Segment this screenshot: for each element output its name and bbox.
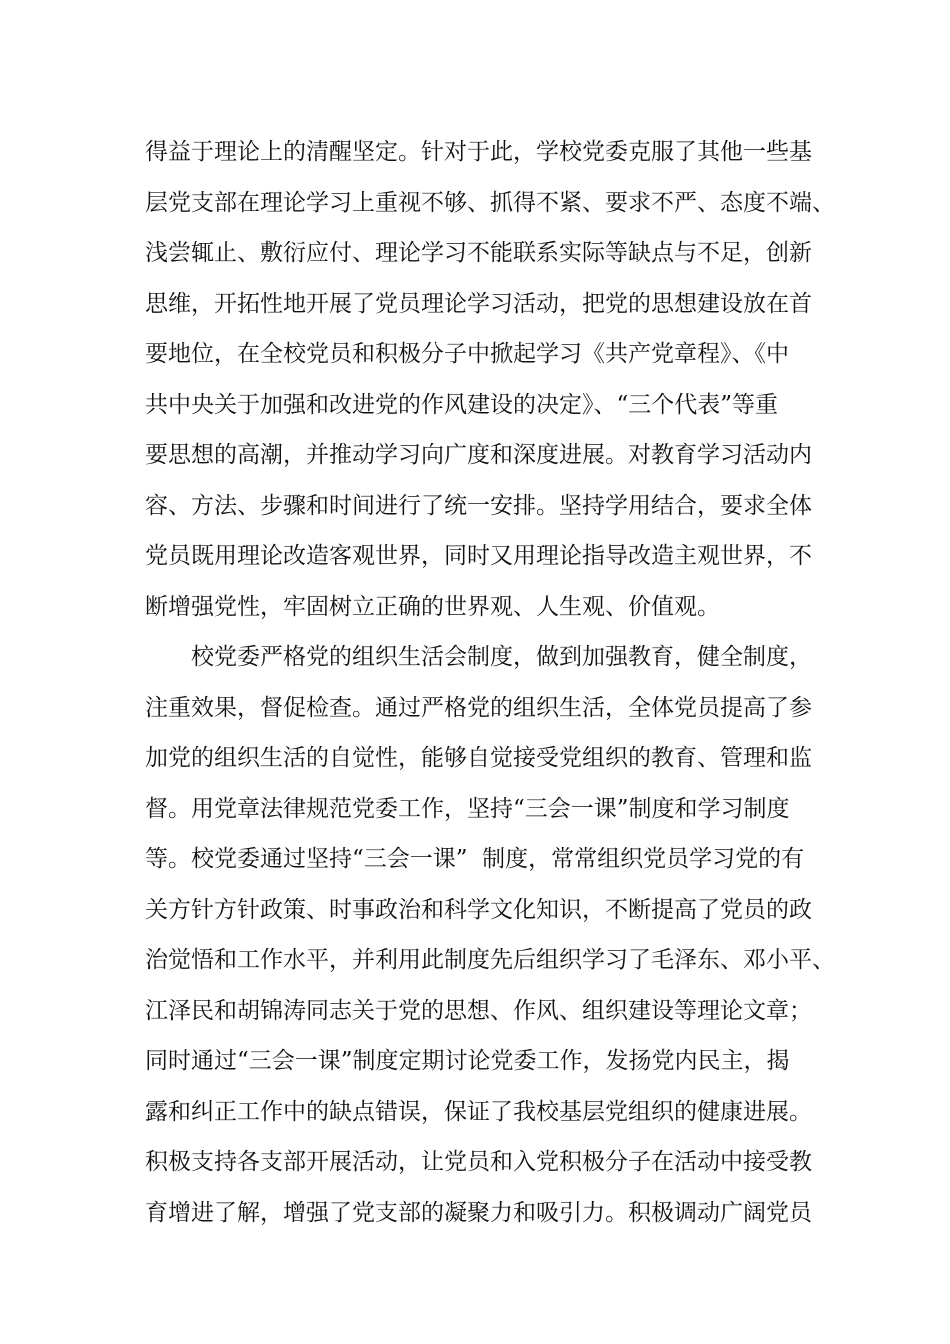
paragraph-1-line-1: 得益于理论上的清醒坚定。针对于此，学校党委克服了其他一些基 — [145, 139, 812, 165]
paragraph-2-line-2: 注重效果，督促检查。通过严格党的组织生活，全体党员提高了参 — [145, 694, 812, 721]
paragraph-1-line-8: 容、方法、步骤和时间进行了统一安排。坚持学用结合，要求全体 — [145, 492, 812, 519]
paragraph-1-line-6: 共中央关于加强和改进党的作风建设的决定》、“三个代表”等重 — [145, 391, 779, 418]
paragraph-1-line-3: 浅尝辄止、敷衍应付、理论学习不能联系实际等缺点与不足，创新 — [145, 240, 812, 266]
document-body — [145, 127, 835, 1238]
paragraph-2-line-1: 校党委严格党的组织生活会制度，做到加强教育，健全制度， — [191, 644, 812, 670]
paragraph-1-line-4: 思维，开拓性地开展了党员理论学习活动，把党的思想建设放在首 — [145, 290, 812, 317]
paragraph-1-line-2: 层党支部在理论学习上重视不够、抓得不紧、要求不严、态度不端、 — [145, 189, 835, 216]
paragraph-2-line-11: 积极支持各支部开展活动，让党员和入党积极分子在活动中接受教 — [145, 1149, 812, 1175]
paragraph-1-line-9: 党员既用理论改造客观世界，同时又用理论指导改造主观世界，不 — [145, 543, 812, 569]
paragraph-1-line-7: 要思想的高潮，并推动学习向广度和深度进展。对教育学习活动内 — [145, 442, 812, 468]
paragraph-2-line-5: 等。校党委通过坚持“三会一课” 制度，常常组织党员学习党的有 — [145, 846, 805, 872]
paragraph-2-line-12: 育增进了解，增强了党支部的凝聚力和吸引力。积极调动广阔党员 — [145, 1199, 812, 1226]
paragraph-2-line-4: 督。用党章法律规范党委工作，坚持“三会一课”制度和学习制度 — [145, 795, 790, 822]
paragraph-2-line-7: 治觉悟和工作水平，并利用此制度先后组织学习了毛泽东、邓小平、 — [145, 947, 835, 973]
paragraph-2-line-6: 关方针方针政策、时事政治和科学文化知识，不断提高了党员的政 — [145, 896, 812, 923]
paragraph-2-line-9: 同时通过“三会一课”制度定期讨论党委工作，发扬党内民主，揭 — [145, 1048, 790, 1074]
paragraph-2-line-3: 加党的组织生活的自觉性，能够自觉接受党组织的教育、管理和监 — [145, 745, 812, 771]
paragraph-2-line-10: 露和纠正工作中的缺点错误，保证了我校基层党组织的健康进展。 — [145, 1098, 812, 1125]
paragraph-1-line-5: 要地位，在全校党员和积极分子中掀起学习《共产党章程》、《中 — [145, 341, 789, 367]
paragraph-2-line-8: 江泽民和胡锦涛同志关于党的思想、作风、组织建设等理论文章； — [145, 997, 812, 1024]
paragraph-1-line-10: 断增强党性，牢固树立正确的世界观、人生观、价值观。 — [145, 593, 720, 620]
